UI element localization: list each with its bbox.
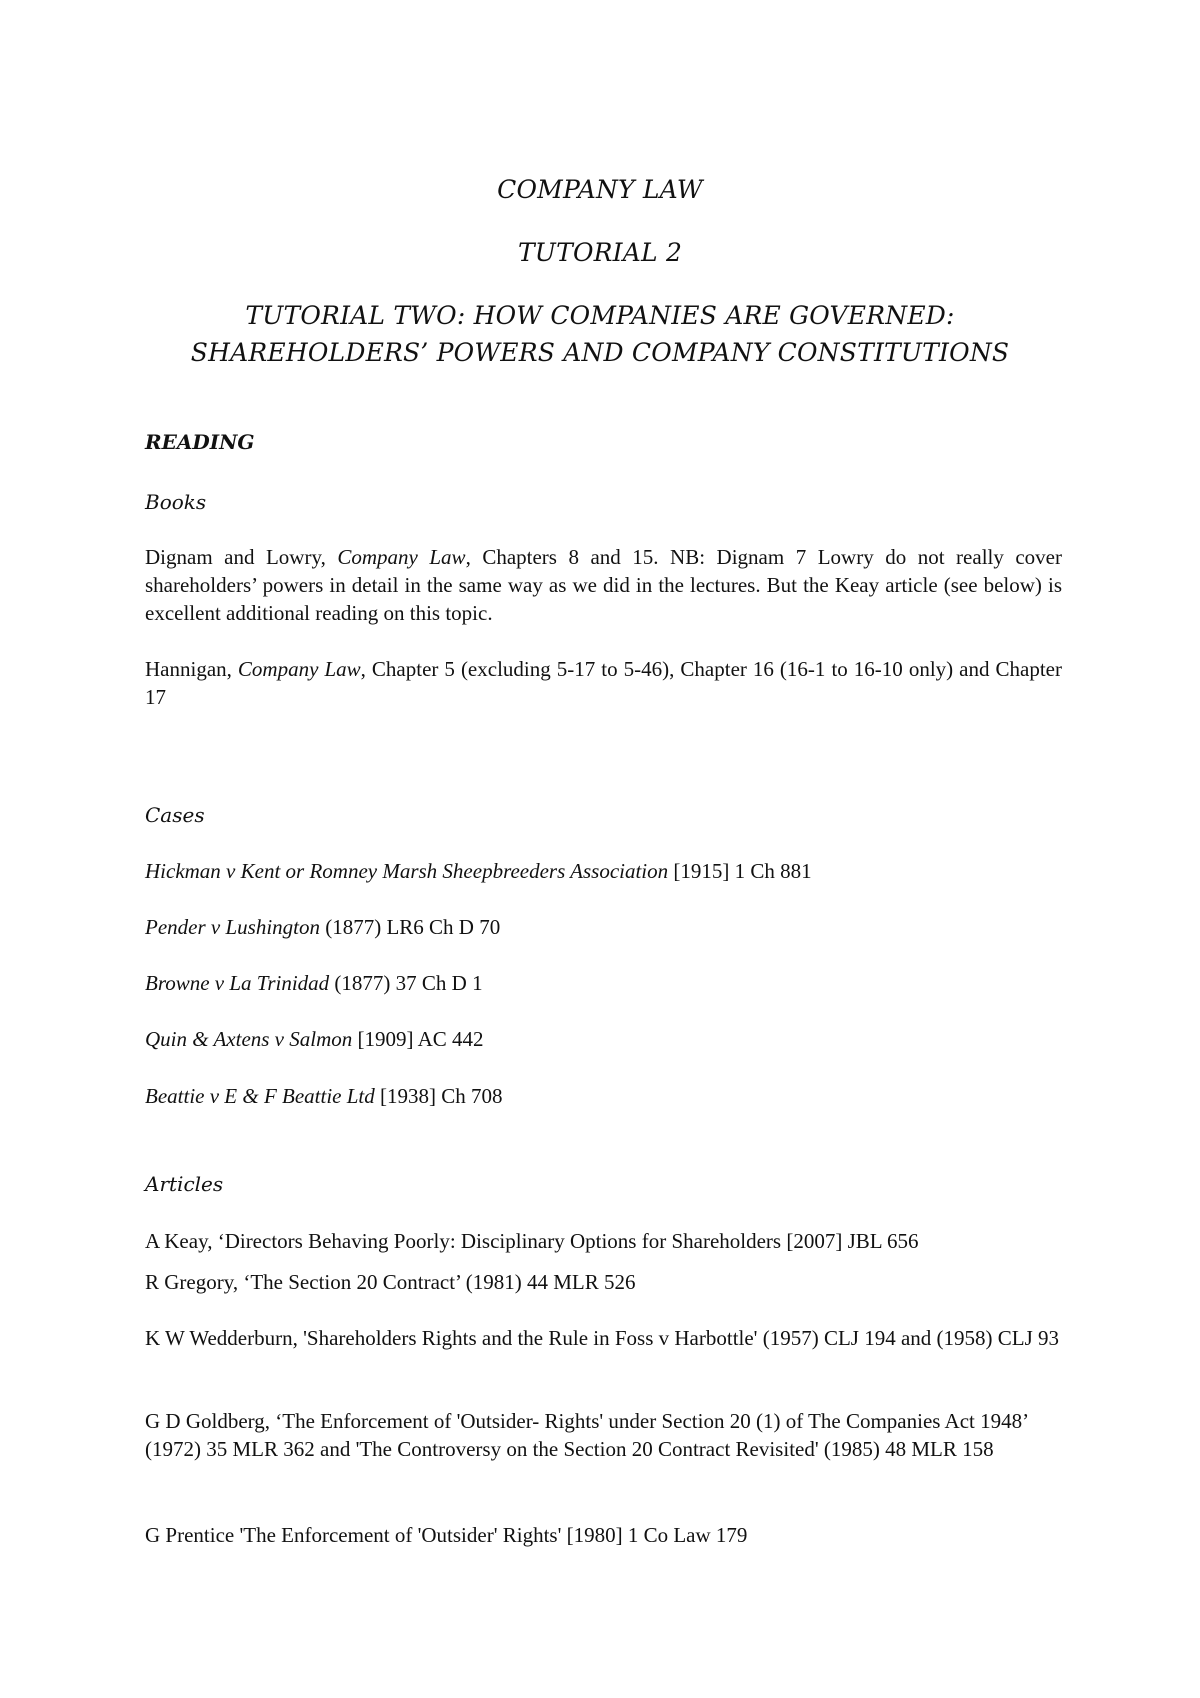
book-title: Company Law (237, 657, 361, 681)
articles-heading: Articles (145, 1172, 224, 1196)
topic-title-line-2: SHAREHOLDERS’ POWERS AND COMPANY CONSTITUTIONS (190, 338, 1010, 367)
case-name: Quin & Axtens v Salmon (145, 1027, 353, 1051)
book-details: , Chapter 5 (excluding 5-17 to 5-46), Chapter 16 (16-1 to 16-10 only) and Chapter 17 (145, 657, 1062, 709)
course-title: COMPANY LAW (497, 175, 703, 204)
case-name: Browne v La Trinidad (145, 971, 330, 995)
book-title: Company Law (337, 545, 466, 569)
cases-heading: Cases (145, 803, 205, 827)
case-entry (145, 1082, 503, 1110)
book-details: , Chapters 8 and 15. NB: Dignam 7 Lowry do not really cover shareholders’ powers in detail in the same way as we did in the lectures. But the Keay article (see below) is excellent additional reading on this topic. (145, 545, 1062, 625)
case-entry (145, 969, 483, 997)
article-entry: R Gregory, ‘The Section 20 Contract’ (1981) 44 MLR 526 (145, 1270, 636, 1294)
books-heading: Books (145, 490, 207, 514)
article-entry: K W Wedderburn, 'Shareholders Rights and the Rule in Foss v Harbottle' (1957) CLJ 194 and (1958) CLJ 93 (145, 1326, 1060, 1350)
tutorial-number: TUTORIAL 2 (517, 238, 683, 267)
book-author: Dignam and Lowry, (145, 545, 338, 569)
case-entry (145, 857, 812, 885)
case-entry (145, 913, 500, 941)
case-citation: [1938] Ch 708 (374, 1084, 503, 1108)
case-name: Beattie v E & F Beattie Ltd (145, 1084, 375, 1108)
case-citation: (1877) 37 Ch D 1 (329, 971, 483, 995)
case-name: Pender v Lushington (145, 915, 320, 939)
topic-title-line-1: TUTORIAL TWO: HOW COMPANIES ARE GOVERNED: (245, 301, 955, 330)
article-entry: A Keay, ‘Directors Behaving Poorly: Disciplinary Options for Shareholders [2007] JBL 656 (145, 1229, 919, 1253)
article-entry: G Prentice 'The Enforcement of 'Outsider' Rights' [1980] 1 Co Law 179 (145, 1523, 748, 1547)
book-entry (145, 543, 1062, 627)
case-citation: (1877) LR6 Ch D 70 (319, 915, 501, 939)
reading-heading: READING (145, 430, 255, 454)
book-entry (145, 655, 1062, 711)
case-name: Hickman v Kent or Romney Marsh Sheepbreeders Association (145, 859, 669, 883)
case-entry (145, 1025, 484, 1053)
article-entry: G D Goldberg, ‘The Enforcement of 'Outsider- Rights' under Section 20 (1) of The Companies Act 1948’ (1972) 35 MLR 362 and 'The Controversy on the Section 20 Contract Revisited' (1985) 48 MLR 158 (145, 1409, 1028, 1461)
book-author: Hannigan, (145, 657, 238, 681)
case-citation: [1909] AC 442 (352, 1027, 484, 1051)
case-citation: [1915] 1 Ch 881 (668, 859, 812, 883)
